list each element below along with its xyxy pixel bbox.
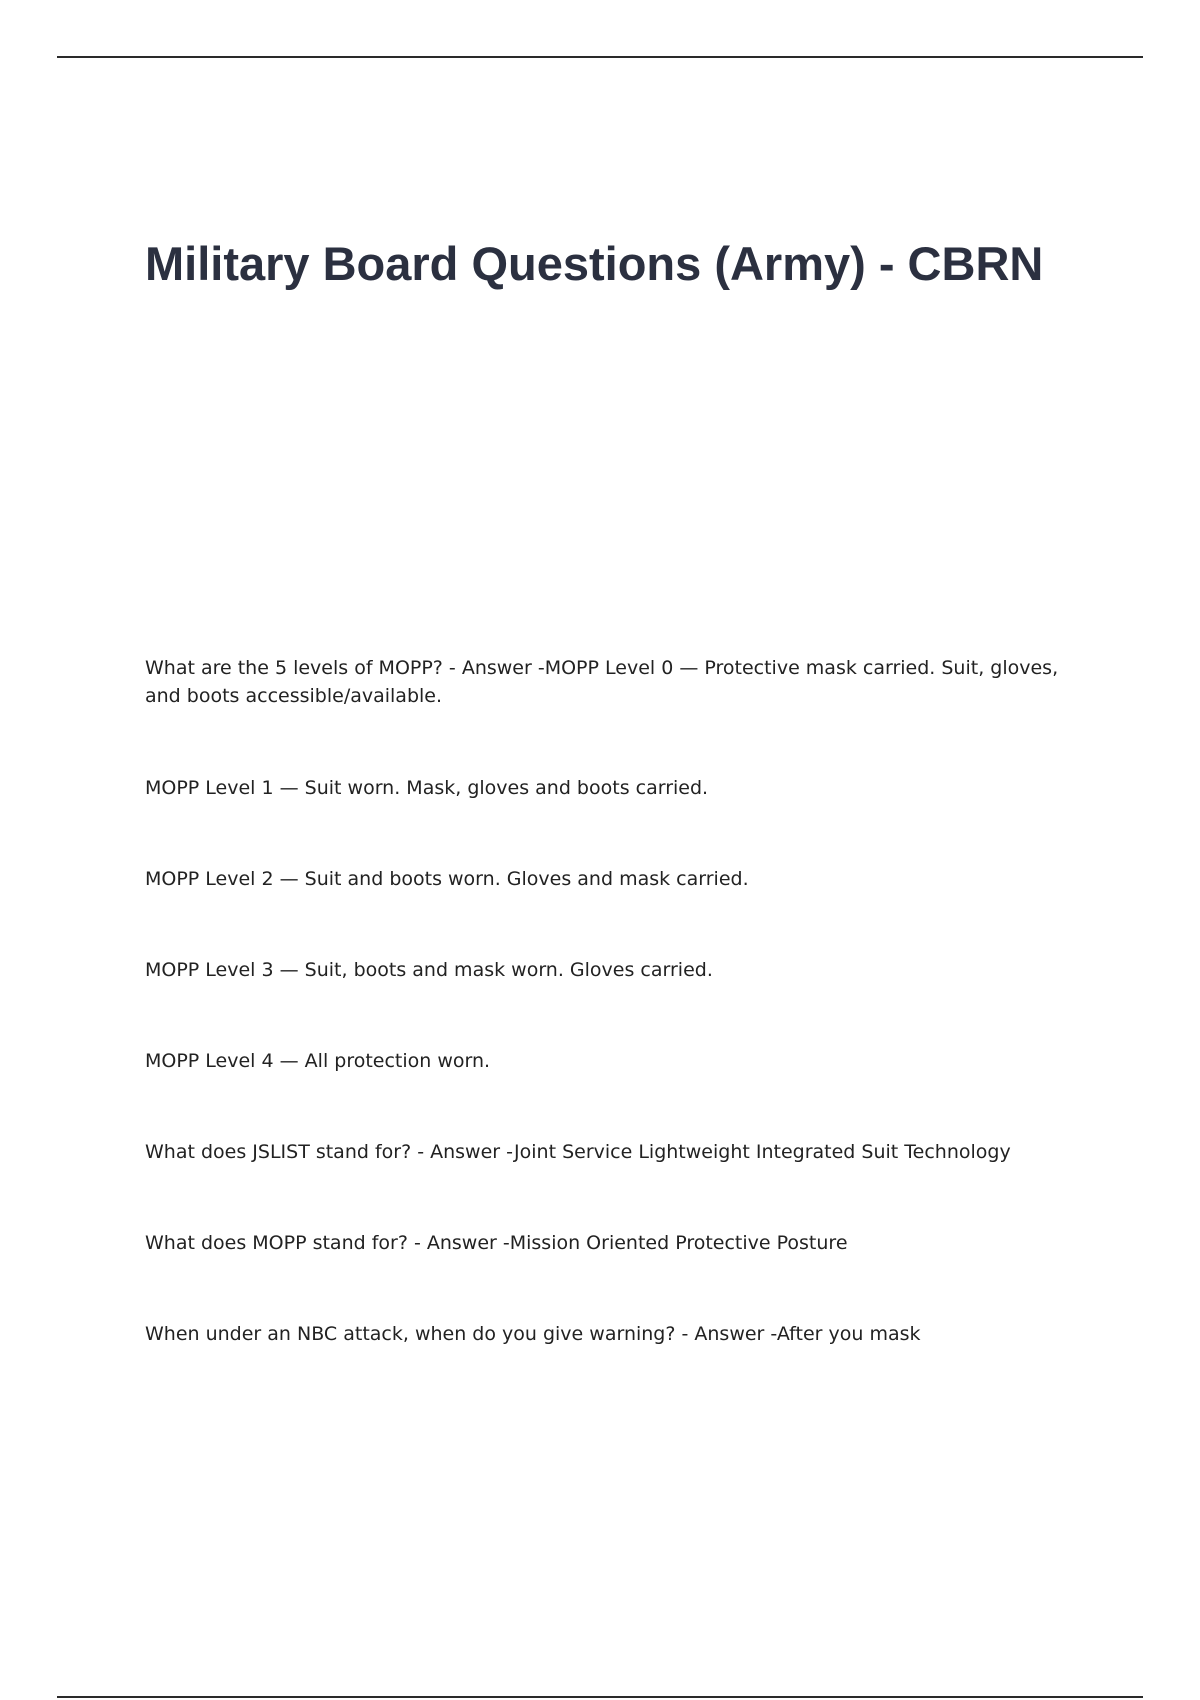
qa-entry-mopp-level-1: MOPP Level 1 — Suit worn. Mask, gloves and boots carried.	[145, 777, 709, 799]
qa-entry-mopp-level-3: MOPP Level 3 — Suit, boots and mask worn. Gloves carried.	[145, 959, 713, 981]
qa-entry-mopp-meaning: What does MOPP stand for? - Answer -Mission Oriented Protective Posture	[145, 1232, 848, 1254]
qa-entry-mopp-level-2: MOPP Level 2 — Suit and boots worn. Gloves and mask carried.	[145, 868, 749, 890]
document-title: Military Board Questions (Army) - CBRN	[145, 237, 1044, 290]
qa-entry-jslist: What does JSLIST stand for? - Answer -Joint Service Lightweight Integrated Suit Technology	[145, 1141, 1011, 1163]
qa-entry-nbc-warning: When under an NBC attack, when do you give warning? - Answer -After you mask	[145, 1323, 921, 1345]
bottom-rule	[57, 1696, 1143, 1698]
qa-entry-mopp-level-4: MOPP Level 4 — All protection worn.	[145, 1050, 491, 1072]
qa-entry-mopp-levels: What are the 5 levels of MOPP? - Answer -MOPP Level 0 — Protective mask carried. Suit, gloves, and boots accessible/available.	[145, 657, 1059, 707]
top-rule	[57, 56, 1143, 58]
